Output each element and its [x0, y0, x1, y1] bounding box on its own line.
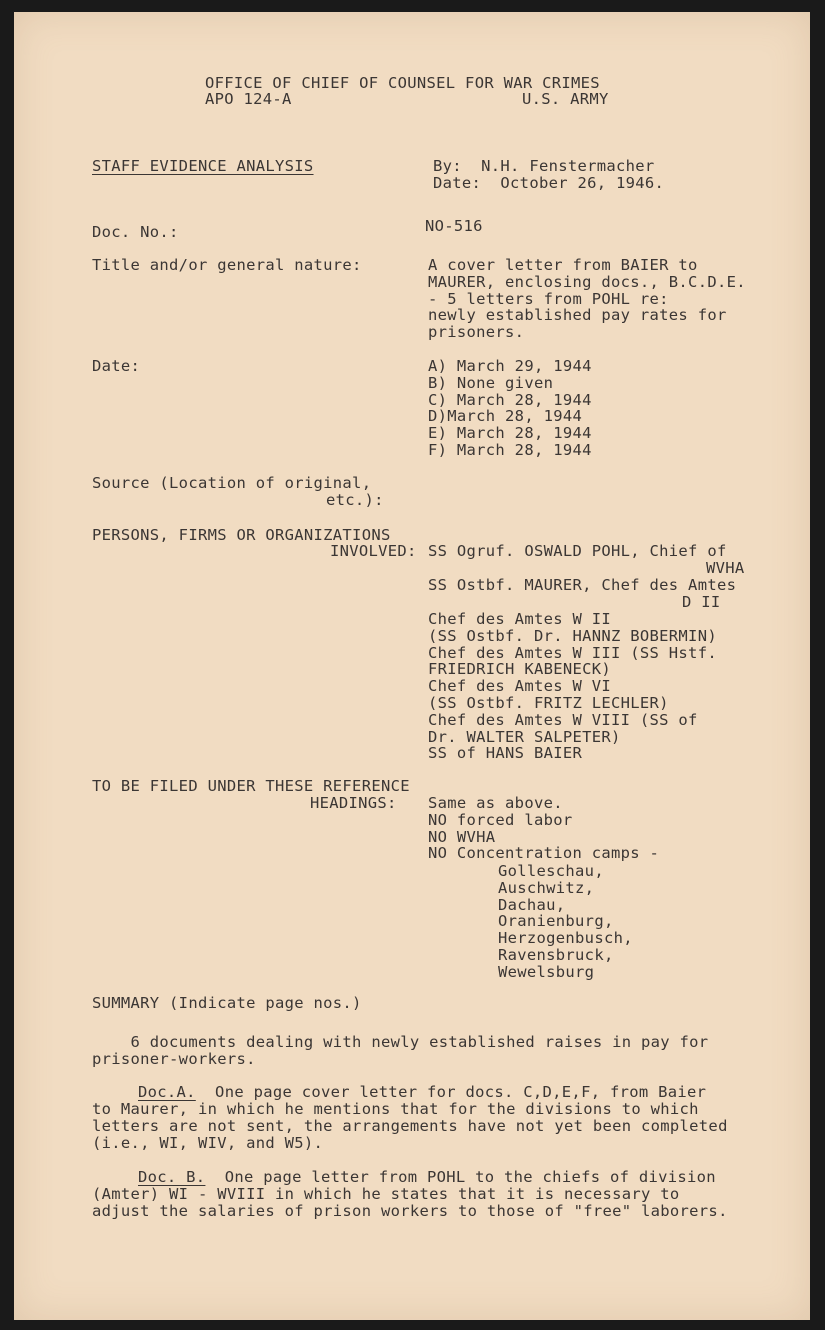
summary-intro-cont: prisoner-workers.: [92, 1050, 256, 1068]
title-description: [428, 257, 746, 341]
title-line: A cover letter from BAIER to: [428, 256, 698, 274]
filed-line: NO Concentration camps -: [428, 844, 660, 863]
camp-name: Dachau,: [498, 895, 566, 914]
doc-no-label: Doc. No.:: [92, 223, 179, 241]
person-line: (SS Ostbf. Dr. HANNZ BOBERMIN): [428, 626, 717, 645]
persons-list: [428, 611, 717, 762]
camp-name: Ravensbruck,: [498, 945, 614, 964]
person-maurer-cont: D II: [682, 593, 721, 611]
person-line: Chef des Amtes W III (SS Hstf.: [428, 643, 717, 662]
doc-a-line: to Maurer, in which he mentions that for the divisions to which: [92, 1100, 699, 1118]
date-label: Date:: [92, 357, 141, 375]
person-line: Chef des Amtes W II: [428, 610, 612, 628]
date-line: D)March 28, 1944: [428, 407, 583, 426]
doc-b-label: Doc. B.: [138, 1168, 206, 1186]
filed-line: Same as above.: [428, 794, 563, 812]
camp-name: Wewelsburg: [498, 962, 595, 981]
doc-no-value: NO-516: [425, 217, 483, 235]
person-line: SS of HANS BAIER: [428, 744, 583, 763]
date-list: [428, 358, 592, 459]
doc-b-line: (Amter) WI - WVIII in which he states that it is necessary to: [92, 1185, 680, 1203]
date-line: B) None given: [428, 373, 554, 392]
doc-a-paragraph: [92, 1084, 706, 1101]
persons-label: PERSONS, FIRMS OR ORGANIZATIONS: [92, 526, 391, 544]
person-line: Chef des Amtes W VIII (SS of: [428, 710, 698, 729]
filed-label: TO BE FILED UNDER THESE REFERENCE: [92, 777, 410, 795]
filed-line: NO forced labor: [428, 810, 573, 829]
date-line: E) March 28, 1944: [428, 424, 592, 443]
person-maurer: SS Ostbf. MAURER, Chef des Amtes: [428, 576, 737, 594]
title-label: Title and/or general nature:: [92, 256, 362, 274]
camp-list: [498, 863, 633, 981]
summary-intro: 6 documents dealing with newly established raises in pay for: [92, 1033, 709, 1051]
doc-a-line: letters are not sent, the arrangements have not yet been completed: [92, 1117, 728, 1135]
date-line: F) March 28, 1944: [428, 440, 592, 459]
filed-label-cont: HEADINGS:: [310, 794, 397, 812]
analysis-title: STAFF EVIDENCE ANALYSIS: [92, 157, 314, 175]
person-pohl-cont: WVHA: [706, 559, 745, 577]
person-line: Dr. WALTER SALPETER): [428, 727, 621, 746]
doc-b-text: One page letter from POHL to the chiefs of division: [205, 1168, 716, 1186]
analyst-by: By: N.H. Fenstermacher: [433, 157, 655, 175]
doc-b-paragraph: [92, 1169, 716, 1186]
person-line: FRIEDRICH KABENECK): [428, 660, 612, 679]
title-line: prisoners.: [428, 323, 525, 342]
doc-a-line: (i.e., WI, WIV, and W5).: [92, 1134, 324, 1152]
person-pohl: SS Ogruf. OSWALD POHL, Chief of: [428, 542, 727, 560]
title-line: - 5 letters from POHL re:: [428, 289, 669, 308]
title-line: MAURER, enclosing docs., B.C.D.E.: [428, 272, 746, 291]
person-line: (SS Ostbf. FRITZ LECHLER): [428, 693, 669, 712]
army-label: U.S. ARMY: [522, 90, 609, 108]
source-label: Source (Location of original,: [92, 474, 372, 492]
filed-headings: [428, 795, 659, 862]
source-label-cont: etc.):: [326, 491, 384, 509]
camp-name: Herzogenbusch,: [498, 929, 633, 948]
date-line: A) March 29, 1944: [428, 357, 592, 375]
date-line: C) March 28, 1944: [428, 390, 592, 409]
title-line: newly established pay rates for: [428, 306, 727, 325]
filed-line: NO WVHA: [428, 827, 496, 846]
doc-a-text: One page cover letter for docs. C,D,E,F, from Baier: [195, 1083, 707, 1101]
camp-name: Oranienburg,: [498, 912, 614, 931]
doc-b-line: adjust the salaries of prison workers to those of "free" laborers.: [92, 1202, 728, 1220]
camp-name: Golleschau,: [498, 862, 604, 880]
summary-label: SUMMARY (Indicate page nos.): [92, 994, 362, 1012]
analysis-date: Date: October 26, 1946.: [433, 174, 665, 192]
doc-a-label: Doc.A.: [138, 1083, 196, 1101]
apo-number: APO 124-A: [205, 90, 292, 108]
person-line: Chef des Amtes W VI: [428, 677, 612, 696]
office-heading: OFFICE OF CHIEF OF COUNSEL FOR WAR CRIMES: [205, 74, 600, 92]
persons-label-cont: INVOLVED:: [330, 542, 417, 560]
camp-name: Auschwitz,: [498, 878, 595, 897]
